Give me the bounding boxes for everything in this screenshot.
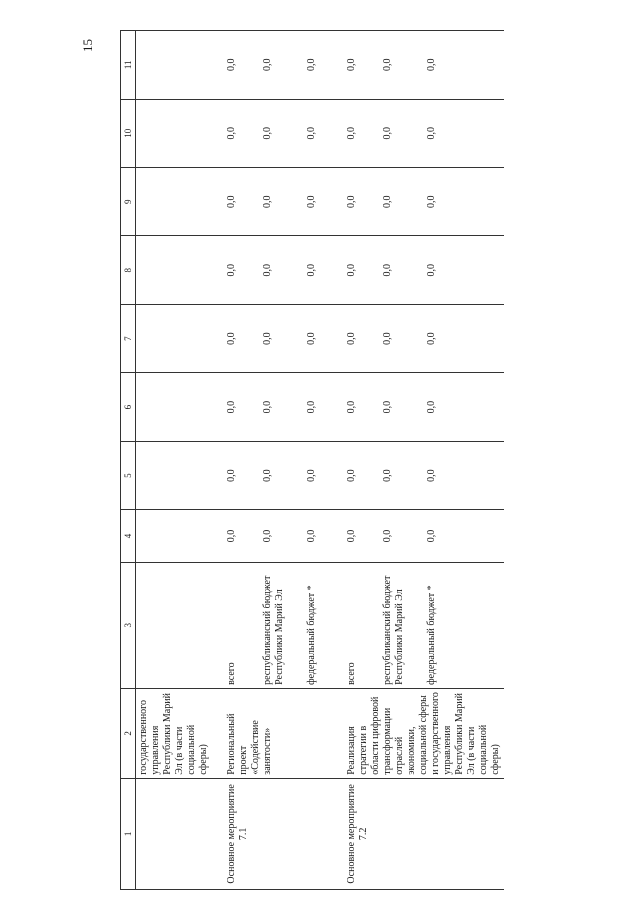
value-cell: 0,0 bbox=[306, 127, 317, 140]
source-label: всего bbox=[226, 662, 237, 685]
source-label: федеральный бюджет * bbox=[306, 585, 317, 685]
value-cell: 0,0 bbox=[382, 529, 393, 543]
value-cell: 0,0 bbox=[346, 195, 357, 208]
value-cell: 0,0 bbox=[262, 127, 273, 140]
col-header: 11 bbox=[121, 31, 136, 100]
value-cell: 0,0 bbox=[262, 195, 273, 208]
value-cell: 0,0 bbox=[306, 529, 317, 543]
value-cell: 0,0 bbox=[262, 469, 273, 482]
value-cell: 0,0 bbox=[306, 195, 317, 208]
value-cell: 0,0 bbox=[262, 400, 273, 414]
value-cell: 0,0 bbox=[426, 195, 437, 208]
value-cell: 0,0 bbox=[306, 469, 317, 482]
source-cell bbox=[344, 562, 504, 688]
col-header: 1 bbox=[121, 778, 136, 889]
column-number-row bbox=[121, 31, 136, 890]
col-header: 3 bbox=[121, 562, 136, 688]
value-cell: 0,0 bbox=[346, 469, 357, 482]
col-header: 6 bbox=[121, 373, 136, 441]
value-cell: 0,0 bbox=[226, 127, 237, 140]
value-cell: 0,0 bbox=[226, 263, 237, 277]
value-cell: 0,0 bbox=[306, 263, 317, 277]
value-cell: 0,0 bbox=[426, 127, 437, 140]
value-cell: 0,0 bbox=[226, 469, 237, 482]
value-cell: 0,0 bbox=[346, 58, 357, 72]
value-cell: 0,0 bbox=[382, 332, 393, 345]
value-cell: 0,0 bbox=[346, 127, 357, 140]
source-label: республиканский бюджет Республики Марий Эл bbox=[262, 575, 285, 685]
col-header: 8 bbox=[121, 236, 136, 304]
value-cell: 0,0 bbox=[262, 529, 273, 543]
value-cell: 0,0 bbox=[426, 58, 437, 72]
value-cell: 0,0 bbox=[382, 127, 393, 140]
value-cell: 0,0 bbox=[346, 529, 357, 543]
continuation-row bbox=[136, 31, 225, 890]
value-cell: 0,0 bbox=[426, 400, 437, 414]
value-cell: 0,0 bbox=[382, 400, 393, 414]
col-header: 2 bbox=[121, 688, 136, 778]
value-cell: 0,0 bbox=[382, 58, 393, 72]
row-name: Реализация стратегии в области цифровой трансформации отраслей экономики, социальной сферы и государственного управления Республики Марий Эл (в части социальной сферы) bbox=[344, 688, 504, 778]
rotated-sheet bbox=[120, 30, 510, 890]
row-code: Основное мероприятие 7.1 bbox=[224, 778, 344, 889]
col-header: 7 bbox=[121, 304, 136, 372]
value-cell: 0,0 bbox=[346, 332, 357, 345]
budget-table bbox=[120, 30, 504, 890]
page-number: 15 bbox=[80, 39, 95, 52]
table-row bbox=[224, 31, 344, 890]
value-cell: 0,0 bbox=[226, 400, 237, 414]
value-cell: 0,0 bbox=[306, 332, 317, 345]
value-cell: 0,0 bbox=[346, 263, 357, 277]
value-cell: 0,0 bbox=[226, 195, 237, 208]
value-cell: 0,0 bbox=[426, 469, 437, 482]
value-cell: 0,0 bbox=[346, 400, 357, 414]
source-label: федеральный бюджет * bbox=[426, 585, 437, 685]
table-row bbox=[344, 31, 504, 890]
value-cell: 0,0 bbox=[382, 195, 393, 208]
value-cell: 0,0 bbox=[226, 529, 237, 543]
col-header: 10 bbox=[121, 99, 136, 167]
col-header: 4 bbox=[121, 510, 136, 562]
value-cell: 0,0 bbox=[262, 332, 273, 345]
value-cell: 0,0 bbox=[262, 263, 273, 277]
col-header: 9 bbox=[121, 168, 136, 236]
value-cell: 0,0 bbox=[426, 529, 437, 543]
value-cell: 0,0 bbox=[226, 58, 237, 72]
row-code: Основное мероприятие 7.2 bbox=[344, 778, 504, 889]
value-cell: 0,0 bbox=[262, 58, 273, 72]
value-cell: 0,0 bbox=[426, 263, 437, 277]
value-cell: 0,0 bbox=[306, 58, 317, 72]
row-name: Региональный проект «Содействие занятости» bbox=[224, 688, 344, 778]
col-header: 5 bbox=[121, 441, 136, 509]
source-cell bbox=[224, 562, 344, 688]
continuation-text: государственного управления Республики Марий Эл (в части социальной сферы) bbox=[136, 688, 225, 778]
source-label: республиканский бюджет Республики Марий Эл bbox=[382, 575, 405, 685]
value-cell: 0,0 bbox=[306, 400, 317, 414]
value-cell: 0,0 bbox=[382, 469, 393, 482]
value-cell: 0,0 bbox=[382, 263, 393, 277]
source-label: всего bbox=[346, 662, 357, 685]
value-cell: 0,0 bbox=[426, 332, 437, 345]
value-cell: 0,0 bbox=[226, 332, 237, 345]
